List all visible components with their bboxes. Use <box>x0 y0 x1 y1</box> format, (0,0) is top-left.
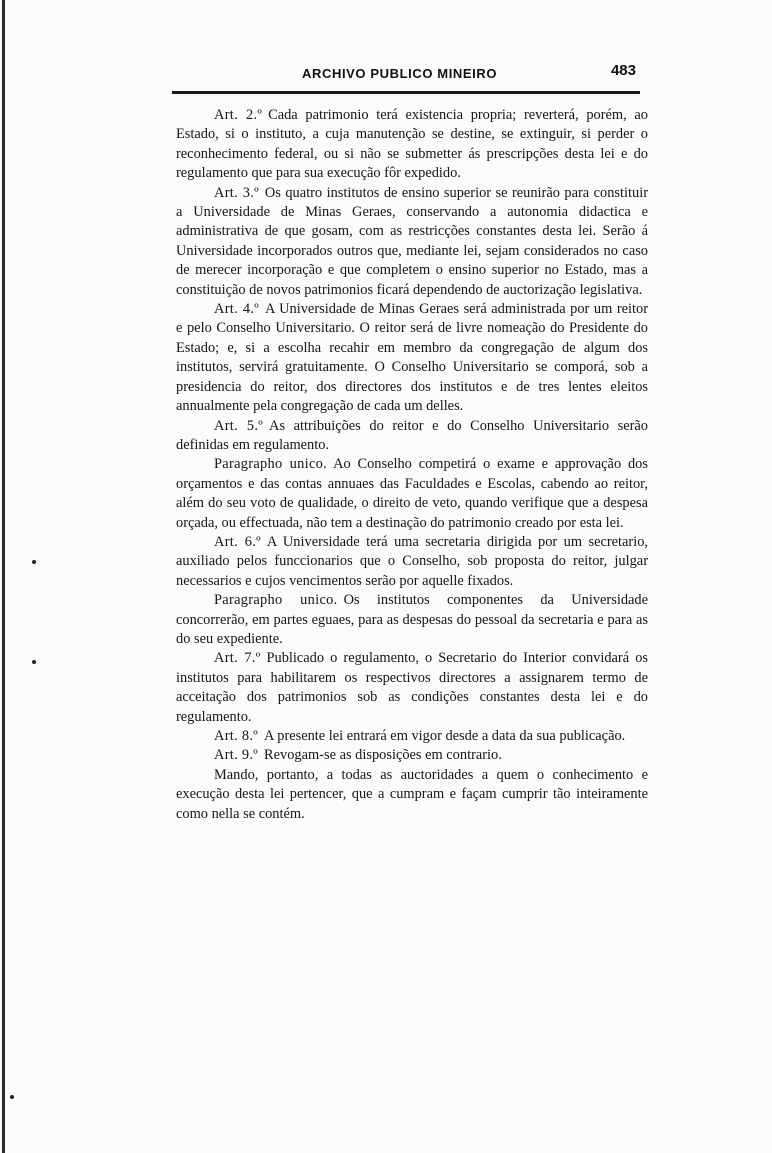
article-lead: Art. 8.º <box>214 728 259 744</box>
article-lead: Art. 4.º <box>214 301 259 318</box>
print-speck <box>32 560 36 564</box>
article-lead: Paragrapho unico. <box>214 456 328 473</box>
article-text: As attribuições do reitor e do Conselho Universitario serão definidas em regulamento. <box>176 417 648 453</box>
article-lead: Paragrapho unico. <box>214 592 338 609</box>
article-text: A Universidade terá uma secretaria dirigida por um secretario, auxiliado pelos funccionarios que o Conselho, sob proposta do reitor, julgar necessarios e cujos vencimentos serão por aquelle fixados. <box>176 533 648 589</box>
page-body <box>176 106 648 824</box>
article-6-single-paragraph <box>176 591 648 649</box>
article-2 <box>176 106 648 184</box>
article-lead: Art. 9.º <box>214 747 259 764</box>
article-lead: Art. 3.º <box>214 184 259 201</box>
article-text: Os quatro institutos de ensino superior se reunirão para constituir a Universidade de Minas Geraes, conservando a autonomia didactica e administrativa de que gosam, com as restricções constantes desta lei. Serão á Universidade incorporados outros que, mediante lei, sejam considerados no caso de merecer incorporação e que completem o ensino superior no Estado, mas a constituição de novos patrimonios ficará dependendo de auctorização legislativa. <box>176 184 648 298</box>
article-lead: Art. 7.º <box>214 650 261 667</box>
article-text: Os institutos componentes da Universidade concorrerão, em partes eguaes, para as despesas do pessoal da secretaria e para as do seu expediente. <box>176 592 648 647</box>
article-text: A presente lei entrará em vigor desde a data da sua publicação. <box>264 728 626 744</box>
article-9 <box>176 746 648 765</box>
article-6 <box>176 533 648 591</box>
article-5 <box>176 417 648 456</box>
print-speck <box>10 1095 14 1099</box>
article-text: Ao Conselho competirá o exame e approvação dos orçamentos e das contas annuaes das Faculdades e Escolas, cabendo ao reitor, além do seu voto de qualidade, o direito de veto, quando verifique que a despesa orçada, ou effectuada, não tem a destinação do patrimonio creado por esta lei. <box>176 456 648 531</box>
article-text: Publicado o regulamento, o Secretario do Interior convidará os institutos para habilitarem os respectivos directores a assignarem termo de acceitação dos patrimonios sob as condições constantes desta lei e do regulamento. <box>176 650 648 725</box>
article-text: Revogam-se as disposições em contrario. <box>264 747 502 764</box>
article-text: A Universidade de Minas Geraes será administrada por um reitor e pelo Conselho Universitario. O reitor será de livre nomeação do Presidente do Estado; e, si a escolha recahir em membro da congregação de algum dos institutos, servirá gratuitamente. O Conselho Universitario se comporá, sob a presidencia do reitor, dos directores dos institutos e de tres lentes eleitos annualmente pela congregação de cada um delles. <box>176 301 649 415</box>
article-5-single-paragraph <box>176 455 648 533</box>
article-7 <box>176 649 648 727</box>
article-lead: Art. 5.º <box>214 417 264 434</box>
article-lead: Art. 2.º <box>214 107 263 123</box>
page-number: 483 <box>610 62 636 79</box>
article-4 <box>176 300 648 416</box>
article-text: Cada patrimonio terá existencia propria; reverterá, porém, ao Estado, si o instituto, a cuja manutenção se destine, se extinguir, si perder o reconhecimento federal, ou si não se submetter ás prescripções desta lei e do regulamento que para sua execução fôr expedido. <box>176 107 648 182</box>
article-3 <box>176 184 648 300</box>
header-rule <box>172 91 640 94</box>
page-header <box>170 62 640 84</box>
running-head: ARCHIVO PUBLICO MINEIRO <box>302 66 498 81</box>
page-edge-shadow <box>2 0 5 1153</box>
article-lead: Art. 6.º <box>214 533 261 550</box>
article-8 <box>176 727 648 746</box>
print-speck <box>32 660 36 664</box>
enactment-clause <box>176 766 648 824</box>
article-text: Mando, portanto, a todas as auctoridades a quem o conhecimento e execução desta lei pertencer, que a cumpram e façam cumprir tão inteiramente como nella se contém. <box>176 766 648 822</box>
